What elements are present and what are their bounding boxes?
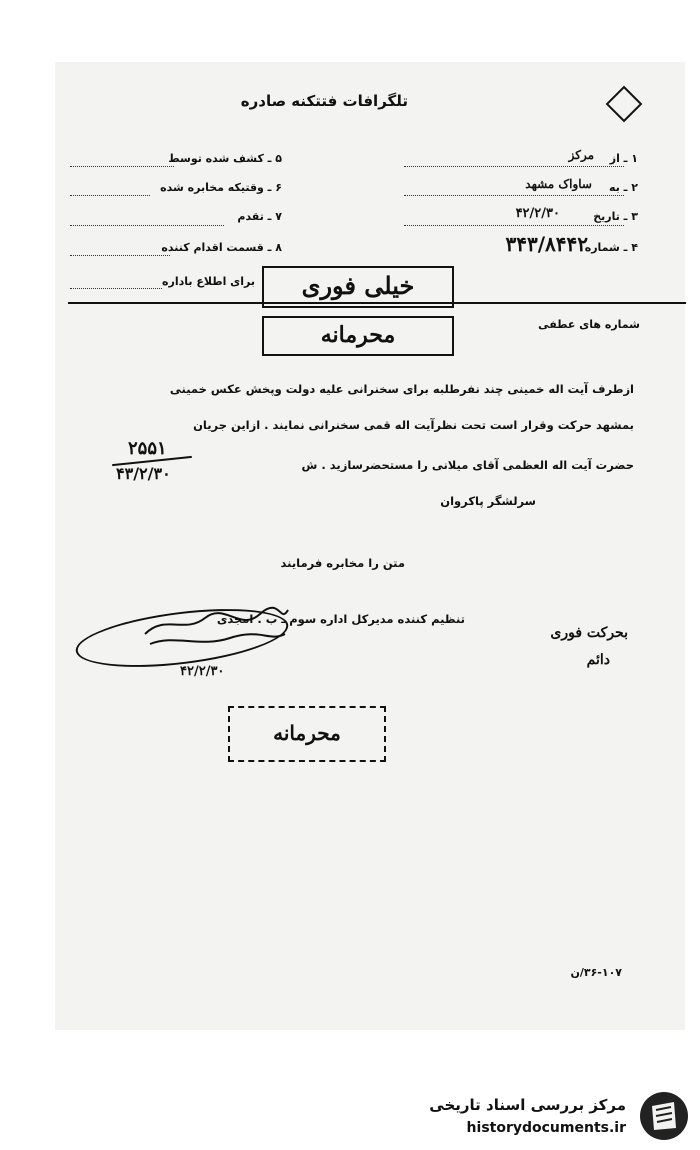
signature-scribble [140,604,290,644]
field-sent-time-label: ۶ ـ وقتیکه مخابره شده [160,181,282,194]
footer-logo-url: historydocuments.ir [466,1120,626,1136]
footer-logo-title: مرکز بررسی اسناد تاریخی [429,1096,626,1114]
field-sent-time-line [70,195,150,196]
field-number-label: ۴ ـ شماره [584,241,638,254]
right-note-1: بحرکت فوری [550,625,628,641]
field-decoded-by-line [70,166,174,167]
document-title: تلگرافات فتتکنه صادره [240,92,408,110]
urgent-stamp [262,266,454,308]
margin-note-top: ۲۵۵۱ [128,438,167,459]
field-to-value: ساواک مشهد [525,177,592,191]
body-line-2: بمشهد حرکت وقرار است تحت نظرآیت اله قمی سخنرانی نمایند . ازاین جریان [193,418,634,432]
margin-note-bottom: ۴۳/۲/۳۰ [116,464,171,483]
field-number-value: ۳۴۳/۸۴۴۲ [505,232,588,256]
footer [0,1080,700,1150]
field-action-dept-label: ۸ ـ قسمت اقدام کننده [161,241,282,254]
field-action-dept-line [70,255,170,256]
field-decoded-by-label: ۵ ـ کشف شده توسط [168,152,282,165]
field-date-line [404,225,624,226]
signer: سرلشگر پاکروان [440,494,536,508]
confidential-stamp-text: محرمانه [320,322,396,348]
right-note-2: دائم [586,652,610,668]
field-to-label: ۲ ـ به [609,181,638,194]
document-code: ۳۶-۱۰۷/ن [570,966,622,979]
bottom-stamp [228,706,386,762]
field-date-label: ۳ ـ تاریخ [593,210,638,223]
body-line-3: حضرت آیت اله العظمی آقای میلانی را مستحضرسازید . ش [301,458,634,472]
field-from-value: مرکز [568,148,594,162]
field-to-line [404,195,624,196]
field-info-line [70,288,162,289]
attached-numbers-label: شماره های عطفی [538,318,640,331]
field-info-label: برای اطلاع باداره [162,275,255,288]
closing-line: متن را مخابره فرمایند [280,556,405,570]
archive-logo-icon [638,1090,690,1142]
handwritten-date: ۴۲/۲/۳۰ [180,664,225,679]
field-priority-label: ۷ ـ تقدم [237,210,282,223]
confidential-stamp [262,316,454,356]
bottom-line: تنظیم کننده مدیرکل اداره سوم ـ ب . امجدی [216,612,465,626]
body-line-1: ازطرف آیت اله خمینی چند نفرطلبه برای سخنرانی علیه دولت وپخش عکس خمینی [169,382,634,396]
field-date-value: ۴۲/۲/۳۰ [515,206,560,221]
urgent-stamp-text: خیلی فوری [301,271,415,300]
field-from-label: ۱ ـ از [609,152,638,165]
bottom-stamp-text: محرمانه [273,721,341,745]
field-from-line [404,166,624,167]
document-paper [55,62,685,1030]
field-priority-line [70,225,224,226]
